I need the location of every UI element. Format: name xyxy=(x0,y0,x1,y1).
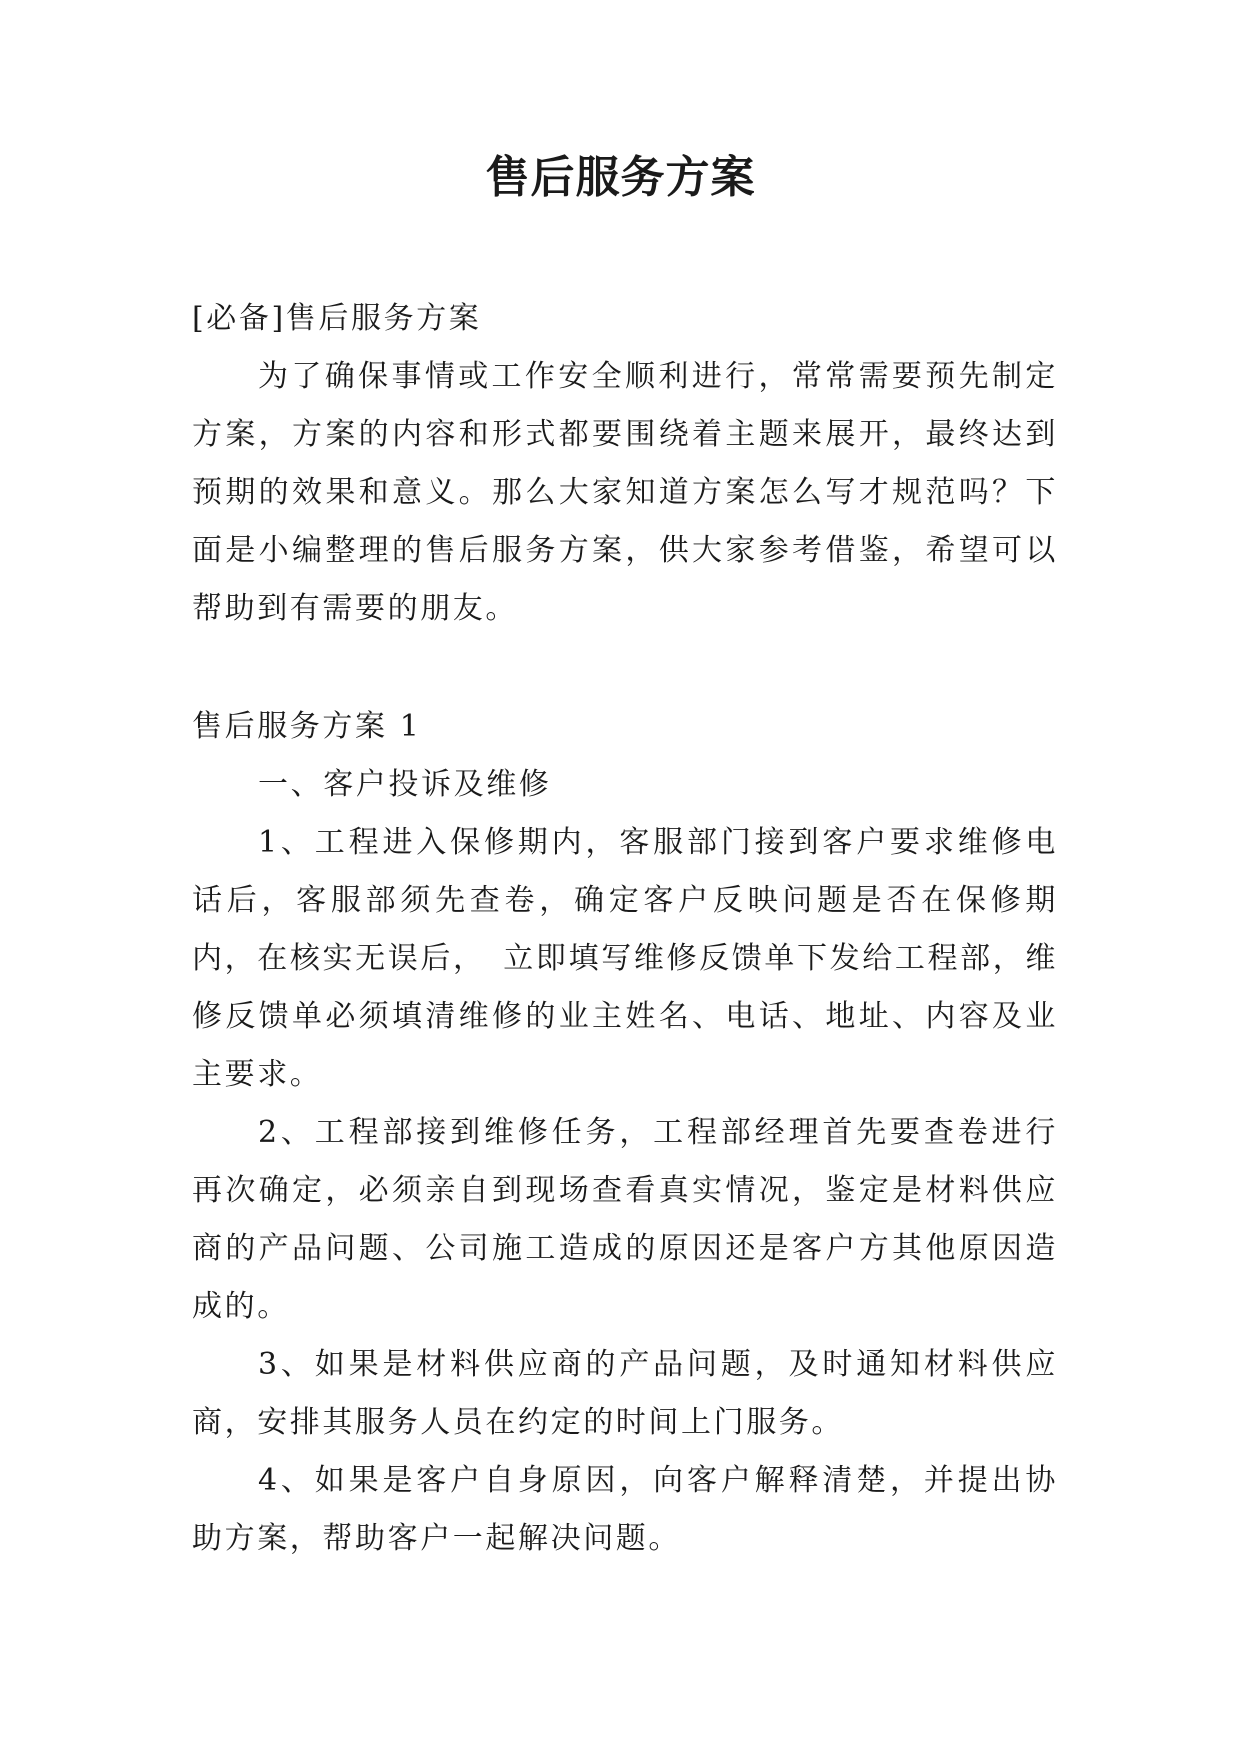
document-body xyxy=(192,290,1058,1568)
body-paragraph-1: 1、工程进入保修期内，客服部门接到客户要求维修电话后，客服部须先查卷，确定客户反映问题是否在保修期内，在核实无误后， 立即填写维修反馈单下发给工程部，维修反馈单必须填清维修的业主姓名、电话、地址、内容及业主要求。 xyxy=(192,825,1058,1092)
document-subtitle: [必备]售后服务方案 xyxy=(192,301,482,336)
subsection-heading: 一、客户投诉及维修 xyxy=(258,767,552,802)
intro-paragraph: 为了确保事情或工作安全顺利进行，常常需要预先制定方案，方案的内容和形式都要围绕着主题来展开，最终达到预期的效果和意义。那么大家知道方案怎么写才规范吗？下面是小编整理的售后服务方案，供大家参考借鉴，希望可以帮助到有需要的朋友。 xyxy=(192,359,1058,626)
section-heading: 售后服务方案 1 xyxy=(192,709,422,744)
body-paragraph-2: 2、工程部接到维修任务，工程部经理首先要查卷进行再次确定，必须亲自到现场查看真实情况，鉴定是材料供应商的产品问题、公司施工造成的原因还是客户方其他原因造成的。 xyxy=(192,1115,1058,1324)
body-paragraph-3: 3、如果是材料供应商的产品问题，及时通知材料供应商，安排其服务人员在约定的时间上门服务。 xyxy=(192,1347,1058,1440)
body-paragraph-4: 4、如果是客户自身原因，向客户解释清楚，并提出协助方案，帮助客户一起解决问题。 xyxy=(192,1463,1058,1556)
document-title: 售后服务方案 xyxy=(485,152,756,203)
